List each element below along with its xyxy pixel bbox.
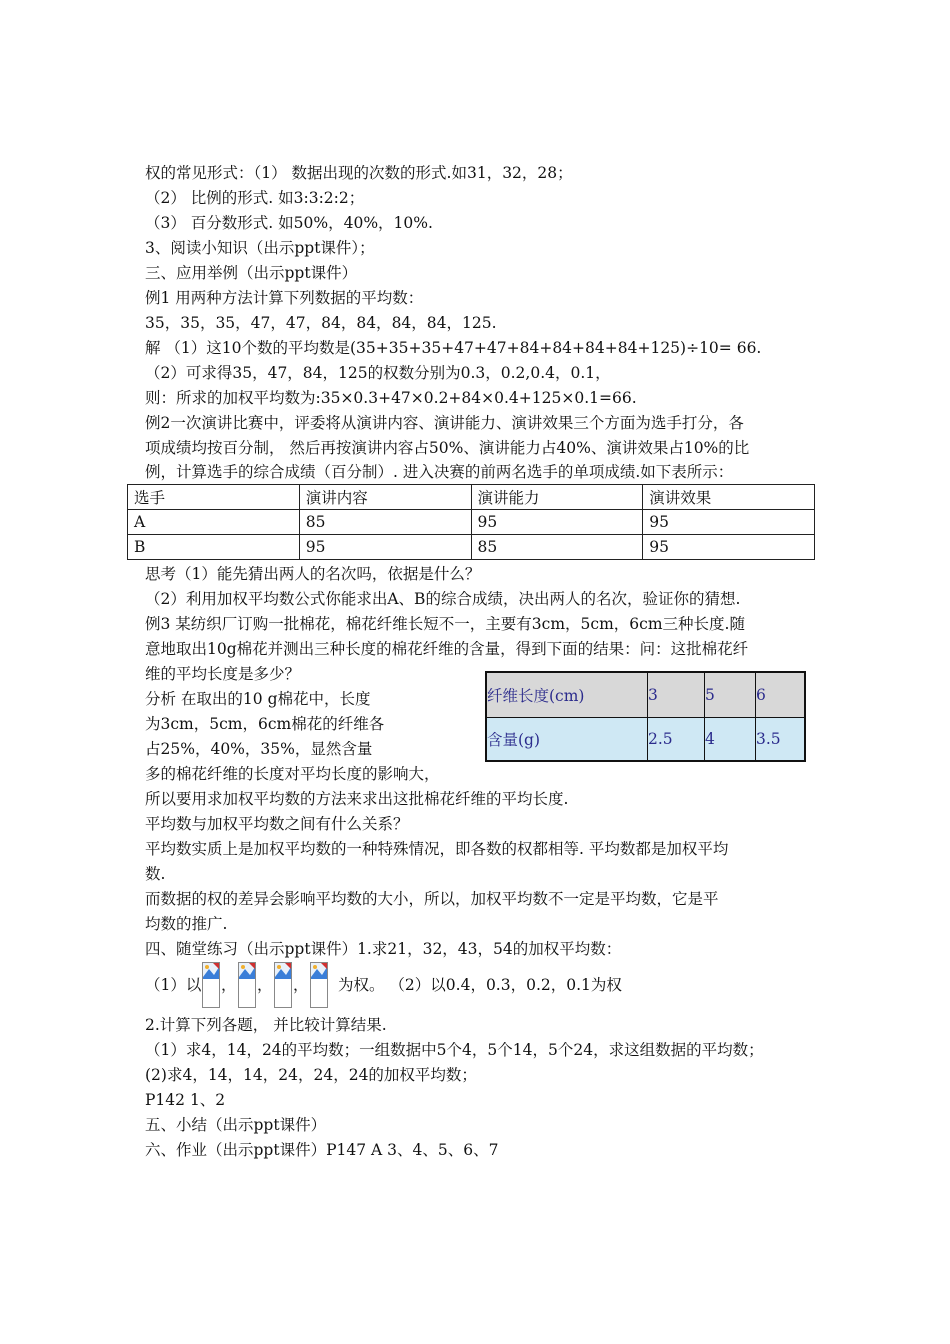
section-heading: 四、随堂练习（出示ppt课件）1.求21，32，43，54的加权平均数：: [145, 940, 622, 958]
text-line: 例1 用两种方法计算下列数据的平均数：: [145, 289, 424, 307]
table-cell: A: [128, 510, 300, 535]
table-header-cell: 选手: [128, 485, 300, 510]
text-line: 数.: [145, 865, 166, 883]
scores-table: [127, 484, 815, 560]
text-line: 平均数实质上是加权平均数的一种特殊情况，即各数的权都相等. 平均数都是加权平均: [145, 840, 729, 858]
table-cell: 5: [705, 672, 756, 718]
section-heading: 五、小结（出示ppt课件）: [145, 1116, 327, 1134]
text-line: 占25%，40%，35%，显然含量: [145, 740, 373, 758]
text-line: （1）求4，14，24的平均数；一组数据中5个4，5个14，5个24，求这组数据的平均数；: [145, 1041, 764, 1059]
text-line: 解 （1）这10个数的平均数是(35+35+35+47+47+84+84+84+84+125)÷10= 66.: [145, 339, 762, 357]
text-line: （3） 百分数形式. 如50%，40%，10%.: [145, 214, 433, 232]
section-heading: 六、作业（出示ppt课件）P147 A 3、4、5、6、7: [145, 1141, 499, 1159]
table-row: [128, 485, 815, 510]
table-cell: 4: [705, 718, 756, 762]
table-cell: 6: [756, 672, 806, 718]
text-line: （2）可求得35，47，84，125的权数分别为0.3，0.2,0.4，0.1，: [145, 364, 611, 382]
text-line: 维的平均长度是多少？: [145, 665, 301, 683]
table-header-cell: 演讲内容: [299, 485, 471, 510]
table-header-cell: 演讲效果: [643, 485, 815, 510]
table-row: [128, 510, 815, 535]
text-line: 为权。 （2）以0.4，0.3，0.2，0.1为权: [338, 976, 622, 994]
table-cell: 2.5: [648, 718, 705, 762]
comma: ，: [257, 976, 273, 994]
broken-image-icon: [238, 962, 256, 1008]
text-line: 为3cm，5cm，6cm棉花的纤维各: [145, 715, 385, 733]
text-line: 3、阅读小知识（出示ppt课件）；: [145, 239, 375, 257]
text-line: (2)求4，14，14，24，24，24的加权平均数；: [145, 1066, 477, 1084]
text-line: 思考（1）能先猜出两人的名次吗，依据是什么？: [145, 565, 481, 583]
table-cell: 95: [643, 510, 815, 535]
comma: ，: [221, 976, 237, 994]
table-row: [486, 718, 805, 762]
text-line: 权的常见形式：（1） 数据出现的次数的形式.如31，32，28；: [145, 164, 573, 182]
text-line: 则：所求的加权平均数为:35×0.3+47×0.2+84×0.4+125×0.1=66.: [145, 389, 637, 407]
text-line: 意地取出10g棉花并测出三种长度的棉花纤维的含量，得到下面的结果：问：这批棉花纤: [145, 640, 749, 658]
text-line: （1）以: [145, 976, 202, 994]
table-cell: 3: [648, 672, 705, 718]
broken-image-icon: [202, 962, 220, 1008]
table-row: [486, 672, 805, 718]
text-line: P142 1、2: [145, 1091, 226, 1109]
comma: ，: [293, 976, 309, 994]
table-cell: 95: [471, 510, 643, 535]
broken-image-icon: [274, 962, 292, 1008]
text-line: 分析 在取出的10 g棉花中，长度: [145, 690, 371, 708]
text-line: 所以要用求加权平均数的方法来求出这批棉花纤维的平均长度.: [145, 790, 569, 808]
table-cell: 95: [643, 535, 815, 560]
fiber-table: [485, 671, 806, 762]
text-line: 例3 某纺织厂订购一批棉花，棉花纤维长短不一，主要有3cm，5cm，6cm三种长度.随: [145, 615, 745, 633]
text-line: 35，35，35，47，47，84，84，84，84，125.: [145, 314, 497, 332]
text-line: 2.计算下列各题， 并比较计算结果.: [145, 1016, 387, 1034]
section-heading: 三、应用举例（出示ppt课件）: [145, 264, 358, 282]
text-line: （2） 比例的形式. 如3:3:2:2；: [145, 189, 365, 207]
text-line: （2）利用加权平均数公式你能求出A、B的综合成绩，决出两人的名次，验证你的猜想.: [145, 590, 741, 608]
text-line: 均数的推广.: [145, 915, 228, 933]
table-row: [128, 535, 815, 560]
table-cell: 纤维长度(cm): [486, 672, 648, 718]
table-cell: 85: [471, 535, 643, 560]
table-cell: B: [128, 535, 300, 560]
table-cell: 3.5: [756, 718, 806, 762]
table-cell: 95: [299, 535, 471, 560]
table-header-cell: 演讲能力: [471, 485, 643, 510]
text-line: 平均数与加权平均数之间有什么关系？: [145, 815, 409, 833]
text-line: 例，计算选手的综合成绩（百分制）. 进入决赛的前两名选手的单项成绩.如下表所示：: [145, 463, 734, 481]
text-line: 项成绩均按百分制， 然后再按演讲内容占50%、演讲能力占40%、演讲效果占10%的比: [145, 439, 750, 457]
text-line: 多的棉花纤维的长度对平均长度的影响大，: [145, 765, 440, 783]
text-line: 而数据的权的差异会影响平均数的大小，所以，加权平均数不一定是平均数，它是平: [145, 890, 719, 908]
table-cell: 85: [299, 510, 471, 535]
broken-image-icon: [310, 962, 328, 1008]
table-cell: 含量(g): [486, 718, 648, 762]
text-line: 例2一次演讲比赛中，评委将从演讲内容、演讲能力、演讲效果三个方面为选手打分，各: [145, 414, 744, 432]
